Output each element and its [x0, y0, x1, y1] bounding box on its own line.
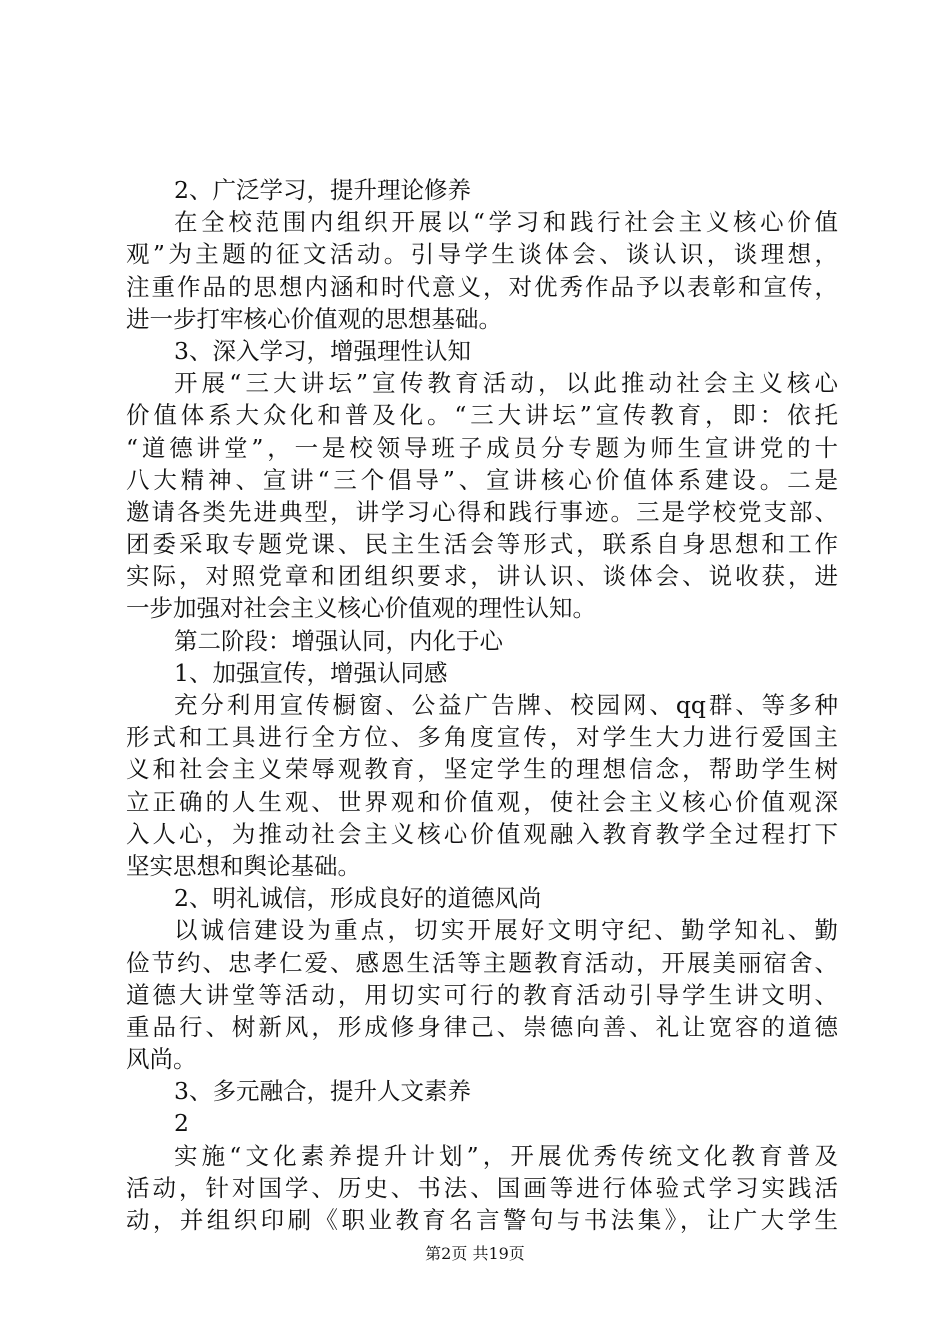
text-line: 注重作品的思想内涵和时代意义，对优秀作品予以表彰和宣传，	[126, 272, 838, 301]
text-line: 实际，对照党章和团组织要求，讲认识、谈体会、说收获，进	[126, 562, 838, 591]
page-footer: 第2页 共19页	[425, 1244, 525, 1263]
text-line: 进一步打牢核心价值观的思想基础。	[126, 304, 502, 333]
text-line: 动，并组织印刷《职业教育名言警句与书法集》，让广大学生	[126, 1206, 838, 1234]
document-body	[126, 174, 838, 1236]
text-line: 2、明礼诚信，形成良好的道德风尚	[174, 884, 542, 913]
text-line: 俭节约、忠孝仁爱、感恩生活等主题教育活动，开展美丽宿舍、	[126, 948, 838, 977]
text-line: 义和社会主义荣辱观教育，坚定学生的理想信念，帮助学生树	[126, 755, 838, 784]
text-line: 立正确的人生观、世界观和价值观，使社会主义核心价值观深	[126, 787, 838, 816]
text-line: 1、加强宣传，增强认同感	[174, 658, 448, 687]
text-line: 团委采取专题党课、民主生活会等形式，联系自身思想和工作	[126, 530, 838, 559]
text-line: 3、深入学习，增强理性认知	[174, 336, 471, 365]
text-line: 充分利用宣传橱窗、公益广告牌、校园网、qq群、等多种	[174, 691, 838, 719]
text-line: 坚实思想和舆论基础。	[126, 851, 361, 880]
text-line: 邀请各类先进典型，讲学习心得和践行事迹。三是学校党支部、	[126, 497, 838, 526]
text-line: 开展“三大讲坛”宣传教育活动，以此推动社会主义核心	[174, 369, 838, 398]
text-line: 2、广泛学习，提升理论修养	[174, 176, 471, 204]
text-line: 重品行、树新风，形成修身律己、崇德向善、礼让宽容的道德	[126, 1012, 838, 1041]
text-line: 3、多元融合，提升人文素养	[174, 1077, 471, 1106]
text-line: 2	[174, 1109, 189, 1138]
text-line: 活动，针对国学、历史、书法、国画等进行体验式学习实践活	[126, 1173, 838, 1202]
text-line: 观”为主题的征文活动。引导学生谈体会、谈认识，谈理想，	[126, 240, 838, 269]
text-line: 实施“文化素养提升计划”，开展优秀传统文化教育普及	[174, 1141, 838, 1170]
text-line: 以诚信建设为重点，切实开展好文明守纪、勤学知礼、勤	[174, 916, 838, 945]
text-line: “道德讲堂”，一是校领导班子成员分专题为师生宣讲党的十	[126, 433, 838, 462]
text-line: 入人心，为推动社会主义核心价值观融入教育教学全过程打下	[126, 819, 838, 848]
text-line: 在全校范围内组织开展以“学习和践行社会主义核心价值	[174, 208, 838, 237]
text-line: 八大精神、宣讲“三个倡导”、宣讲核心价值体系建设。二是	[126, 465, 838, 494]
text-line: 价值体系大众化和普及化。“三大讲坛”宣传教育，即：依托	[126, 401, 838, 430]
text-line: 形式和工具进行全方位、多角度宣传，对学生大力进行爱国主	[126, 723, 838, 752]
text-line: 第二阶段：增强认同，内化于心	[174, 626, 503, 655]
text-line: 道德大讲堂等活动，用切实可行的教育活动引导学生讲文明、	[126, 980, 838, 1009]
text-line: 一步加强对社会主义核心价值观的理性认知。	[126, 594, 596, 623]
text-line: 风尚。	[126, 1045, 197, 1074]
